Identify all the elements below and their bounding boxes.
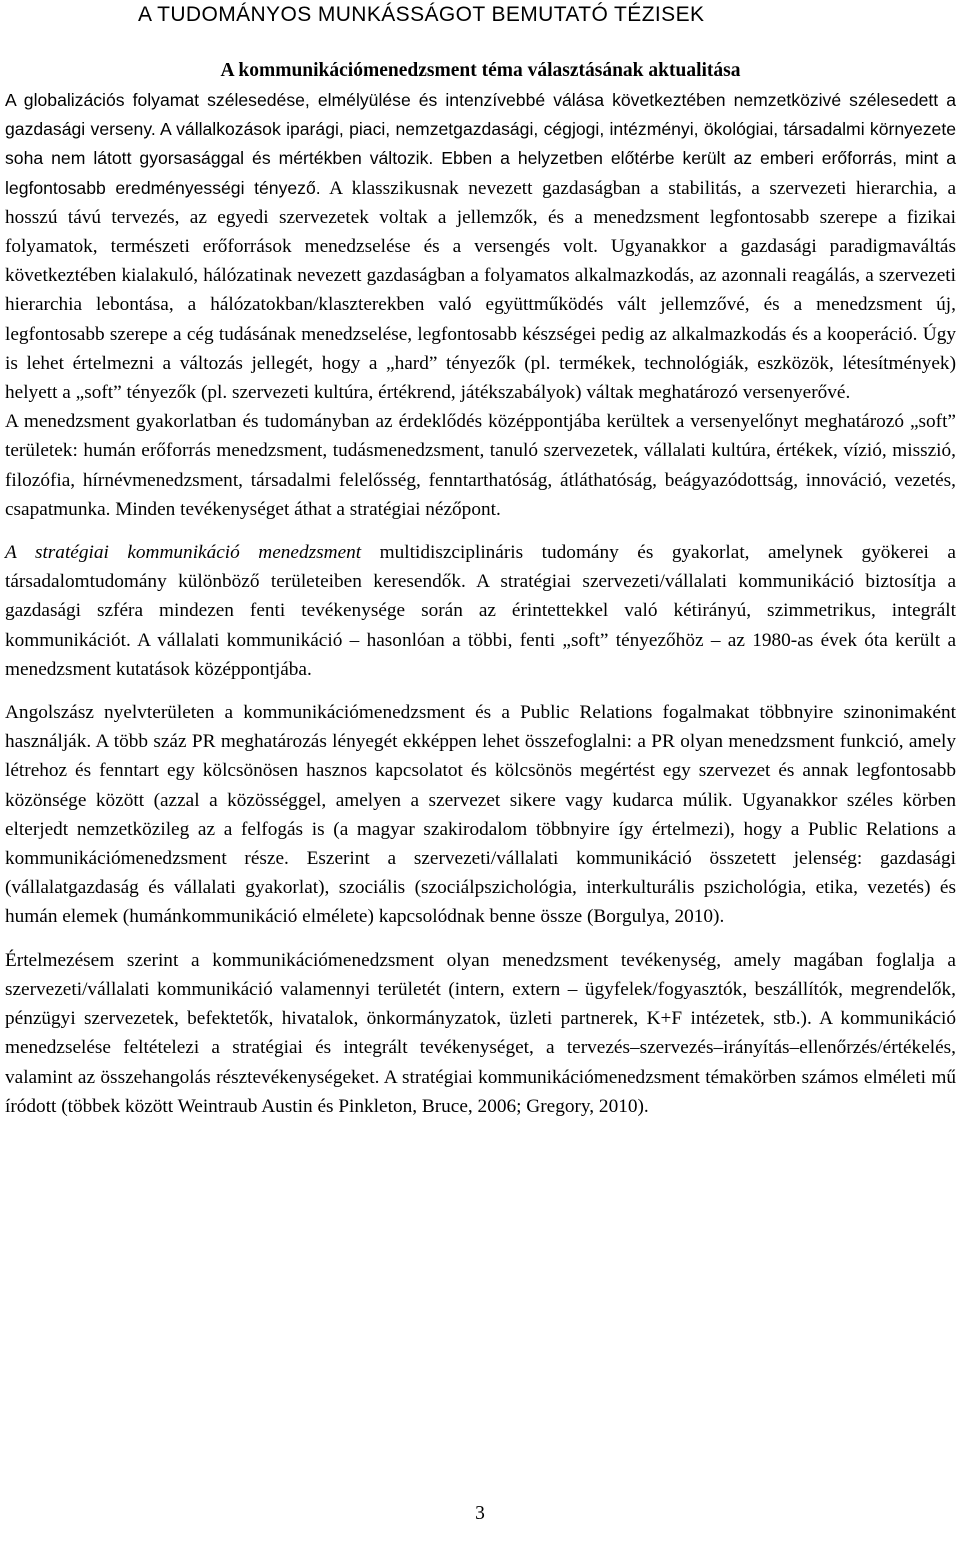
section-title: A kommunikációmenedzsment téma választásának aktualitása	[220, 60, 741, 81]
page-number: 3	[475, 1503, 485, 1524]
paragraph-segment: multidiszciplináris tudomány és gyakorlat, amelynek gyökerei a társadalomtudomány különböző területeiben keresendők. A stratégiai szervezeti/vállalati kommunikáció biztosítja a gazdasági szféra mindezen fenti tevékenysége során az érintettekkel való kétirányú, szimmetrikus, integrált kommunikációt. A vállalati kommunikáció – hasonlóan a többi, fenti „soft” tényezőhöz – az 1980-as évek óta került a menedzsment kutatások középpontjába.	[5, 542, 956, 680]
paragraph-strategic-communication	[5, 538, 956, 684]
emphasized-term: A stratégiai kommunikáció menedzsment	[5, 542, 362, 564]
paragraph-interpretation	[5, 946, 956, 1121]
paragraph-segment: Értelmezésem szerint a kommunikációmenedzsment olyan menedzsment tevékenység, amely magában foglalja a szervezeti/vállalati kommunikáció valamennyi területét (intern, extern – ügyfelek/fogyasztók, beszállítók, megrendelők, pénzügyi szervezetek, befektetők, hivatalok, önkormányzatok, üzleti partnerek, K+F intézetek, stb.). A kommunikáció menedzselése feltételezi a stratégiai és integrált tevékenységet, a tervezés–szervezés–irányítás–ellenőrzés/értékelés, valamint az összehangolás résztevékenységeket. A stratégiai kommunikációmenedzsment témakörben számos elméleti mű íródott (többek között Weintraub Austin és Pinkleton, Bruce, 2006; Gregory, 2010).	[5, 949, 956, 1117]
paragraph-public-relations	[5, 698, 956, 932]
paragraph-segment: A klasszikusnak nevezett gazdaságban a stabilitás, a szervezeti hierarchia, a hosszú távú tervezés, az egyedi szervezetek voltak a jellemzők, és a menedzsment legfontosabb szerepe a fizikai folyamatok, természeti erőforrások menedzselése és a versengés volt. Ugyanakkor a gazdasági paradigmaváltás következtében kialakuló, hálózatinak nevezett gazdaságban a folyamatos alkalmazkodás, az azonnali reagálás, a szervezeti hierarchia lebontása, a hálózatokban/klaszterekben való együttműködés vált jellemzővé, és a menedzsment új, legfontosabb szerepe a cég tudásának menedzselése, legfontosabb készségei pedig az alkalmazkodás és a kooperáció. Úgy is lehet értelmezni a változás jellegét, hogy a „hard” tényezők (pl. termékek, technológiák, eszközök, létesítmények) helyett a „soft” tényezők (pl. szervezeti kultúra, értékrend, játékszabályok) váltak meghatározó versenyerővé.	[5, 177, 957, 404]
paragraph-soft-areas	[5, 407, 956, 524]
paragraph-segment: Angolszász nyelvterületen a kommunikációmenedzsment és a Public Relations fogalmakat többnyire szinonimaként használják. A több száz PR meghatározás lényegét ekképpen lehet összefoglalni: a PR olyan menedzsment funkció, amely létrehoz és fenntart egy kölcsönösen hasznos kapcsolatot és kölcsönös megértést egy szervezet és annak legfontosabb közönsége között (azzal a közösséggel, amelyen a szervezet sikere vagy kudarca múlik. Ugyanakkor széles körben elterjedt nemzetközileg az a felfogás is (a magyar szakirodalom többnyire így értelmezi), hogy a Public Relations a kommunikációmenedzsment része. Eszerint a szervezeti/vállalati kommunikáció összetett jelenség: gazdasági (vállalatgazdaság és vállalati gyakorlat), szociális (szociálpszichológia, interkulturális pszichológia, etika, vezetés) és humán elemek (humánkommunikáció elmélete) kapcsolódnak benne össze (Borgulya, 2010).	[5, 702, 956, 928]
paragraph-segment: A menedzsment gyakorlatban és tudományban az érdeklődés középpontjába kerültek a versenyelőnyt meghatározó „soft” területek: humán erőforrás menedzsment, tudásmenedzsment, tanuló szervezetek, vállalati kultúra, értékek, vízió, misszió, filozófia, hírnévmenedzsment, társadalmi felelősség, fenntarthatóság, átláthatóság, beágyazódottság, innováció, vezetés, csapatmunka. Minden tevékenységet áthat a stratégiai nézőpont.	[5, 411, 956, 520]
paragraph-segment: A globalizációs folyamat szélesedése, elmélyülése és intenzívebbé válása következtében nemzetközivé szélesedett a gazdasági verseny. A vállalkozások iparági, piaci, nemzetgazdasági, cégjogi, intézményi, ökológiai, társadalmi környezete soha nem látott gyorsasággal és mértékben változik. Ebben a helyzetben előtérbe került az emberi erőforrás, mint a legfontosabb eredményességi tényező.	[5, 90, 956, 198]
document-title: A TUDOMÁNYOS MUNKÁSSÁGOT BEMUTATÓ TÉZISEK	[138, 3, 705, 26]
paragraph-globalization	[5, 86, 956, 407]
